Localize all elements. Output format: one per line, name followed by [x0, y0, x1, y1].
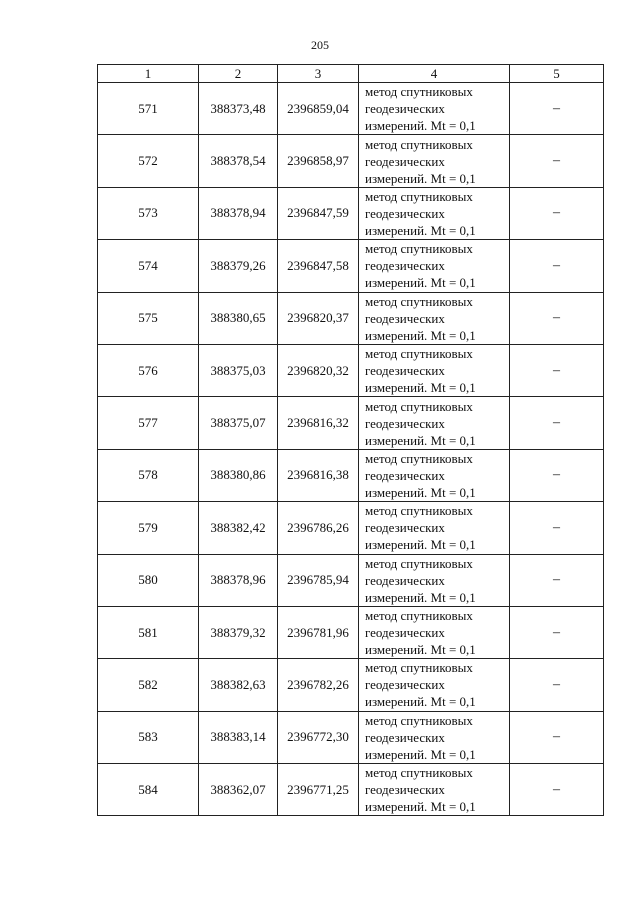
- y-coordinate-cell: 2396785,94: [278, 554, 359, 606]
- x-coordinate-cell: 388378,94: [199, 187, 278, 239]
- table-row: [98, 606, 604, 658]
- table-body: [98, 83, 604, 816]
- table-row: [98, 764, 604, 816]
- method-cell: метод спутниковых геодезических измерений. Mt = 0,1: [359, 449, 510, 501]
- y-coordinate-cell: 2396816,32: [278, 397, 359, 449]
- y-coordinate-cell: 2396782,26: [278, 659, 359, 711]
- x-coordinate-cell: 388362,07: [199, 764, 278, 816]
- header-col-1: 1: [98, 65, 199, 83]
- note-cell: –: [510, 135, 604, 187]
- method-cell: метод спутниковых геодезических измерений. Mt = 0,1: [359, 83, 510, 135]
- note-cell: –: [510, 292, 604, 344]
- header-col-2: 2: [199, 65, 278, 83]
- method-cell: метод спутниковых геодезических измерений. Mt = 0,1: [359, 764, 510, 816]
- x-coordinate-cell: 388380,65: [199, 292, 278, 344]
- note-cell: –: [510, 344, 604, 396]
- point-number-cell: 576: [98, 344, 199, 396]
- note-cell: –: [510, 502, 604, 554]
- note-cell: –: [510, 83, 604, 135]
- point-number-cell: 579: [98, 502, 199, 554]
- y-coordinate-cell: 2396847,58: [278, 240, 359, 292]
- y-coordinate-cell: 2396820,37: [278, 292, 359, 344]
- note-cell: –: [510, 187, 604, 239]
- point-number-cell: 575: [98, 292, 199, 344]
- note-cell: –: [510, 554, 604, 606]
- point-number-cell: 584: [98, 764, 199, 816]
- method-cell: метод спутниковых геодезических измерений. Mt = 0,1: [359, 554, 510, 606]
- table-row: [98, 397, 604, 449]
- note-cell: –: [510, 397, 604, 449]
- method-cell: метод спутниковых геодезических измерений. Mt = 0,1: [359, 397, 510, 449]
- table-row: [98, 344, 604, 396]
- table-row: [98, 554, 604, 606]
- y-coordinate-cell: 2396786,26: [278, 502, 359, 554]
- point-number-cell: 577: [98, 397, 199, 449]
- table-row: [98, 187, 604, 239]
- y-coordinate-cell: 2396847,59: [278, 187, 359, 239]
- point-number-cell: 583: [98, 711, 199, 763]
- method-cell: метод спутниковых геодезических измерений. Mt = 0,1: [359, 135, 510, 187]
- table-row: [98, 83, 604, 135]
- header-row: [98, 65, 604, 83]
- method-cell: метод спутниковых геодезических измерений. Mt = 0,1: [359, 292, 510, 344]
- y-coordinate-cell: 2396820,32: [278, 344, 359, 396]
- x-coordinate-cell: 388373,48: [199, 83, 278, 135]
- header-col-4: 4: [359, 65, 510, 83]
- x-coordinate-cell: 388379,32: [199, 606, 278, 658]
- method-cell: метод спутниковых геодезических измерений. Mt = 0,1: [359, 344, 510, 396]
- y-coordinate-cell: 2396771,25: [278, 764, 359, 816]
- point-number-cell: 582: [98, 659, 199, 711]
- note-cell: –: [510, 240, 604, 292]
- note-cell: –: [510, 711, 604, 763]
- page-number: 205: [311, 38, 329, 52]
- y-coordinate-cell: 2396859,04: [278, 83, 359, 135]
- x-coordinate-cell: 388375,03: [199, 344, 278, 396]
- point-number-cell: 581: [98, 606, 199, 658]
- method-cell: метод спутниковых геодезических измерений. Mt = 0,1: [359, 502, 510, 554]
- point-number-cell: 573: [98, 187, 199, 239]
- point-number-cell: 571: [98, 83, 199, 135]
- method-cell: метод спутниковых геодезических измерений. Mt = 0,1: [359, 187, 510, 239]
- method-cell: метод спутниковых геодезических измерений. Mt = 0,1: [359, 711, 510, 763]
- method-cell: метод спутниковых геодезических измерений. Mt = 0,1: [359, 240, 510, 292]
- y-coordinate-cell: 2396858,97: [278, 135, 359, 187]
- note-cell: –: [510, 606, 604, 658]
- x-coordinate-cell: 388380,86: [199, 449, 278, 501]
- method-cell: метод спутниковых геодезических измерений. Mt = 0,1: [359, 659, 510, 711]
- x-coordinate-cell: 388379,26: [199, 240, 278, 292]
- y-coordinate-cell: 2396816,38: [278, 449, 359, 501]
- table-row: [98, 711, 604, 763]
- x-coordinate-cell: 388378,96: [199, 554, 278, 606]
- table-row: [98, 659, 604, 711]
- note-cell: –: [510, 659, 604, 711]
- note-cell: –: [510, 764, 604, 816]
- x-coordinate-cell: 388383,14: [199, 711, 278, 763]
- y-coordinate-cell: 2396781,96: [278, 606, 359, 658]
- x-coordinate-cell: 388375,07: [199, 397, 278, 449]
- coordinates-table: [97, 64, 604, 816]
- point-number-cell: 574: [98, 240, 199, 292]
- header-col-3: 3: [278, 65, 359, 83]
- table-row: [98, 135, 604, 187]
- x-coordinate-cell: 388382,63: [199, 659, 278, 711]
- x-coordinate-cell: 388382,42: [199, 502, 278, 554]
- point-number-cell: 578: [98, 449, 199, 501]
- table-row: [98, 449, 604, 501]
- header-col-5: 5: [510, 65, 604, 83]
- y-coordinate-cell: 2396772,30: [278, 711, 359, 763]
- x-coordinate-cell: 388378,54: [199, 135, 278, 187]
- table-row: [98, 240, 604, 292]
- method-cell: метод спутниковых геодезических измерений. Mt = 0,1: [359, 606, 510, 658]
- note-cell: –: [510, 449, 604, 501]
- point-number-cell: 572: [98, 135, 199, 187]
- point-number-cell: 580: [98, 554, 199, 606]
- table-row: [98, 502, 604, 554]
- table-row: [98, 292, 604, 344]
